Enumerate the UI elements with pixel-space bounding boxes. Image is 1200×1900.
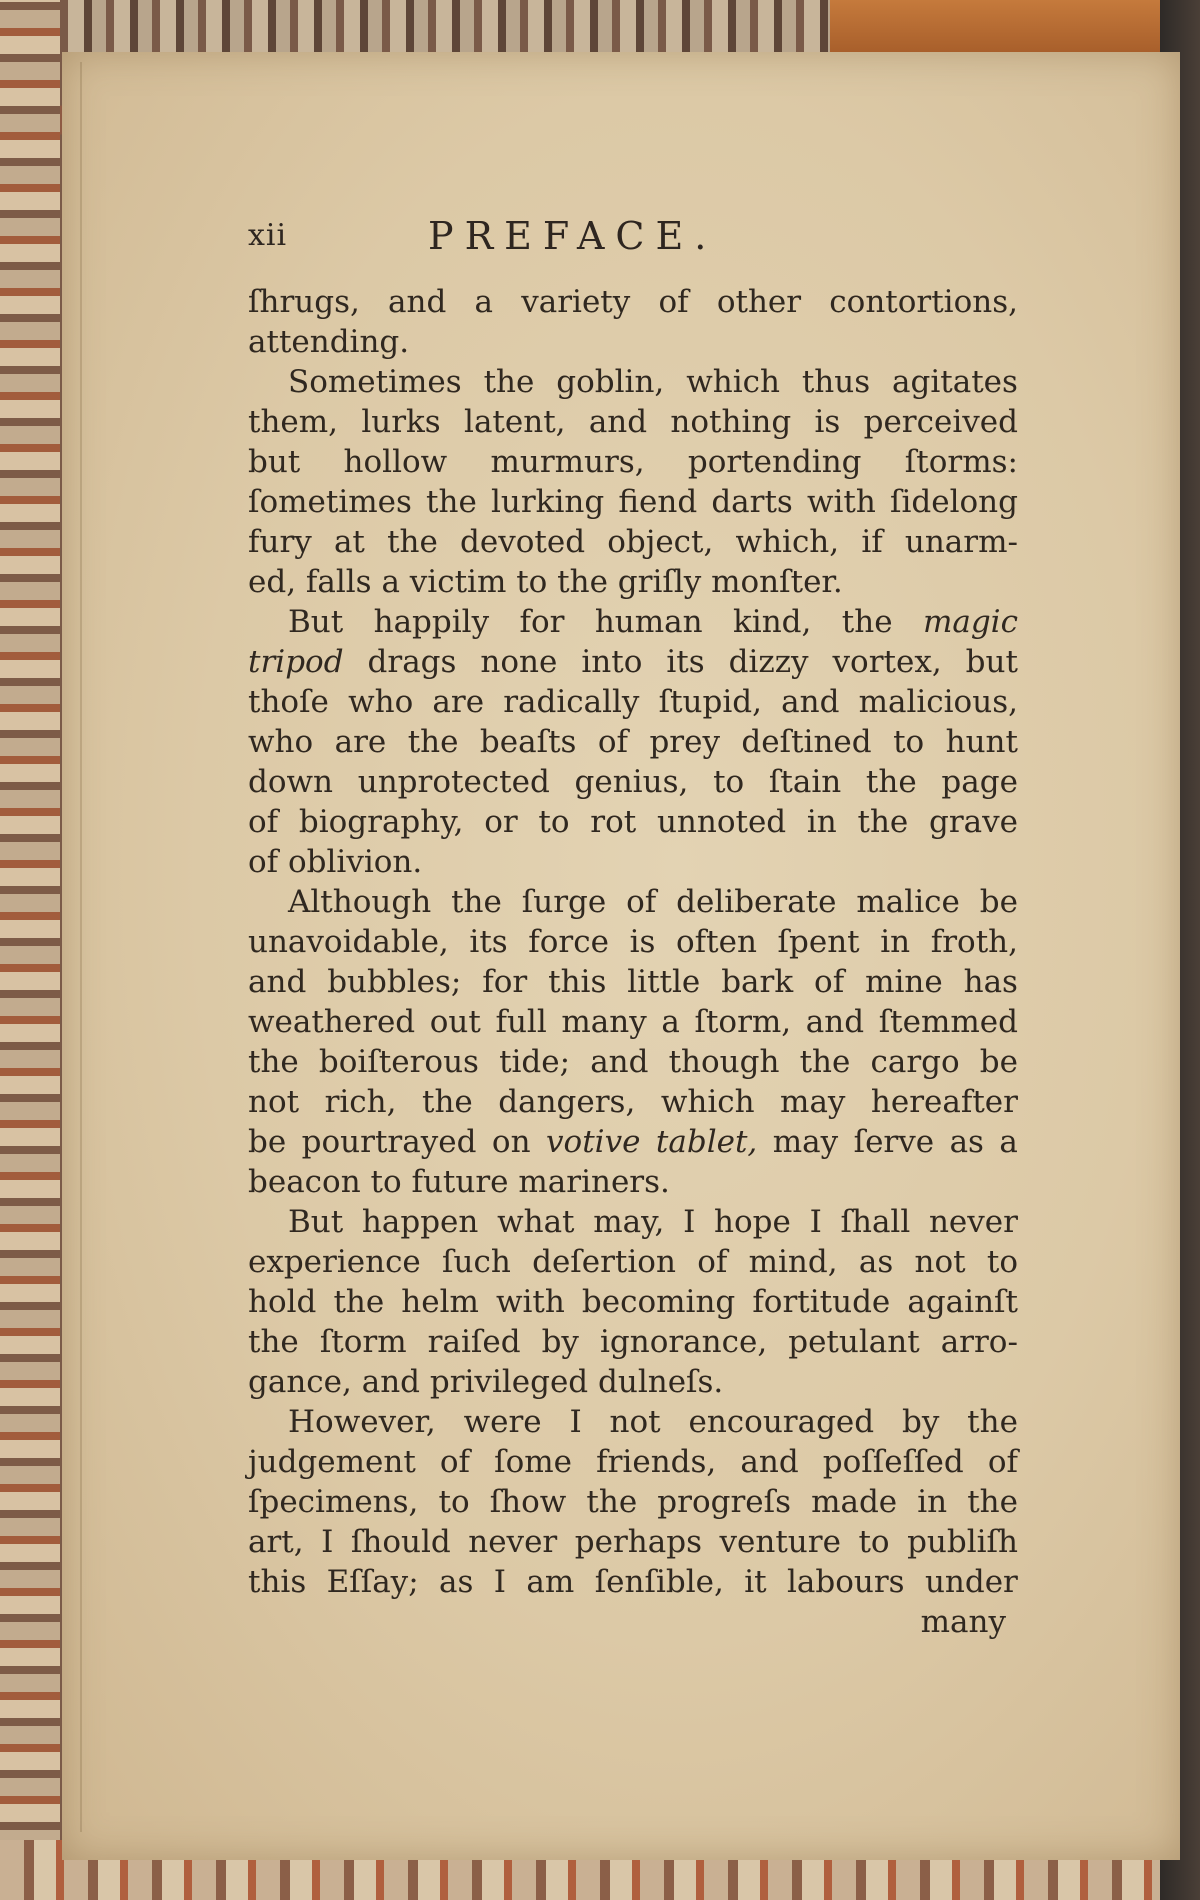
page-number: xii [248, 218, 288, 253]
body-text [248, 282, 1018, 1642]
running-head: PREFACE. [428, 214, 718, 258]
text-line: ſhrugs, and a variety of other contortions, [248, 284, 1018, 320]
text-line: beacon to future mariners. [248, 1164, 670, 1200]
text-line: art, I ſhould never perhaps venture to publiſh [248, 1524, 1018, 1560]
text-line: ſometimes the lurking fiend darts with ſidelong [248, 484, 1018, 520]
text-line: experience ſuch deſertion of mind, as not to [248, 1244, 1018, 1280]
text-line: thoſe who are radically ſtupid, and malicious, [248, 684, 1018, 720]
catchword: many [920, 1604, 1006, 1640]
text-line: and bubbles; for this little bark of mine has [248, 964, 1018, 1000]
text-line: ed, falls a victim to the griſly monſter. [248, 564, 843, 600]
text-line: judgement of ſome friends, and poſſeſſed of [248, 1444, 1018, 1480]
text-line: who are the beaſts of prey deſtined to hunt [248, 724, 1018, 760]
text-line: gance, and privileged dulneſs. [248, 1364, 724, 1400]
text-line: be pourtrayed on votive tablet, may ſerve as a [248, 1124, 1018, 1160]
text-line: this Eſſay; as I am ſenſible, it labours under [248, 1564, 1018, 1600]
text-line: the boiſterous tide; and though the cargo be [248, 1044, 1018, 1080]
text-line: weathered out full many a ſtorm, and ſtemmed [248, 1004, 1018, 1040]
text-line: them, lurks latent, and nothing is perceived [248, 404, 1018, 440]
text-line: But happen what may, I hope I ſhall never [288, 1204, 1018, 1240]
text-line: hold the helm with becoming fortitude againſt [248, 1284, 1018, 1320]
text-line: fury at the devoted object, which, if unarm- [248, 524, 1018, 560]
text-line: However, were I not encouraged by the [288, 1404, 1018, 1440]
text-line: down unprotected genius, to ſtain the page [248, 764, 1018, 800]
text-line: attending. [248, 324, 410, 360]
text-line: the ſtorm raiſed by ignorance, petulant arro- [248, 1324, 1018, 1360]
text-line: of oblivion. [248, 844, 423, 880]
text-line: Although the ſurge of deliberate malice be [288, 884, 1018, 920]
page-header [248, 214, 868, 278]
text-line: But happily for human kind, the magic [288, 604, 1018, 640]
marbled-edge-left [0, 0, 60, 1900]
text-line: Sometimes the goblin, which thus agitates [288, 364, 1018, 400]
text-line: of biography, or to rot unnoted in the grave [248, 804, 1018, 840]
text-line: not rich, the dangers, which may hereafter [248, 1084, 1018, 1120]
text-line: but hollow murmurs, portending ſtorms: [248, 444, 1018, 480]
text-line: unavoidable, its force is often ſpent in froth, [248, 924, 1018, 960]
text-line: tripod drags none into its dizzy vortex, but [248, 644, 1018, 680]
text-line: ſpecimens, to ſhow the progreſs made in the [248, 1484, 1018, 1520]
